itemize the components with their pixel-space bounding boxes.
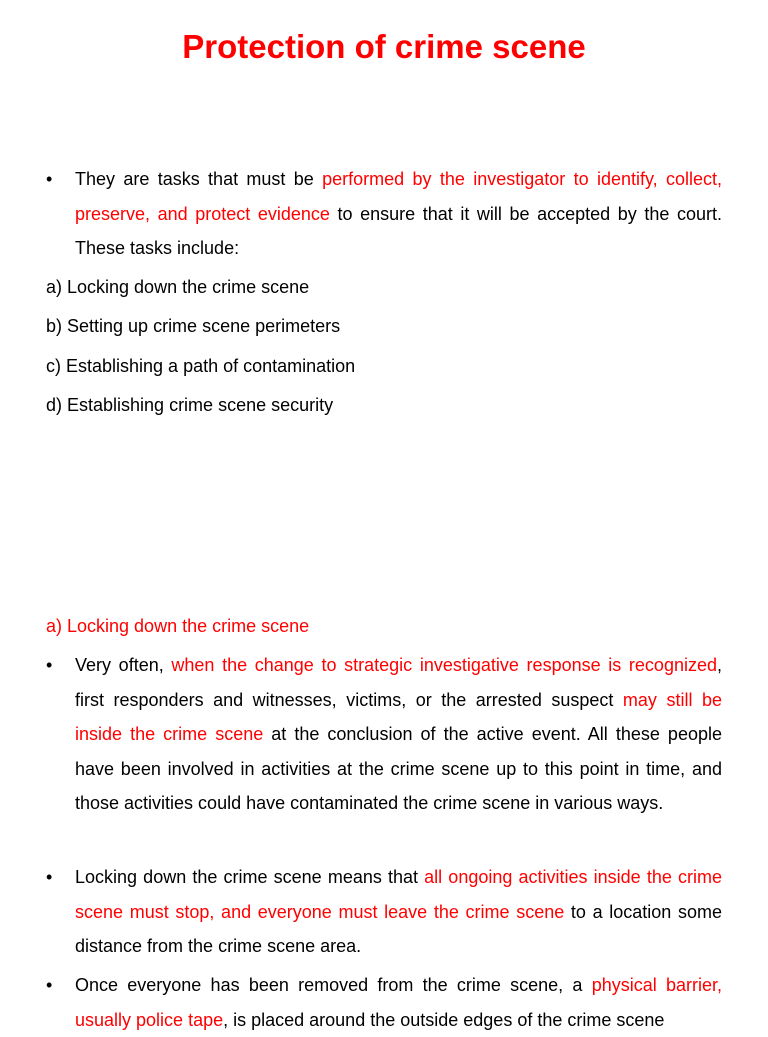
section-bullet-1: [46, 648, 722, 821]
intro-text-part: to ensure that it will be accepted by the court. These tasks include:: [75, 203, 722, 258]
task-item-a: a) Locking down the crime scene: [46, 277, 310, 297]
text-part: Very often,: [75, 655, 172, 675]
bullet-marker: •: [46, 975, 53, 995]
highlight-text: all ongoing activities inside the crime scene must stop, and everyone must leave the crime scene: [75, 867, 722, 922]
section-bullet-2: [46, 860, 722, 964]
intro-text: [75, 162, 722, 266]
page-title: Protection of crime scene: [182, 28, 586, 65]
section-bullet-text: [75, 860, 722, 964]
section-heading: a) Locking down the crime scene: [46, 616, 310, 636]
intro-bullet: [46, 162, 722, 266]
bullet-marker: •: [46, 169, 53, 189]
intro-text-part: They are tasks that must be: [75, 169, 323, 189]
intro-highlight: performed by the investigator to identify, collect, preserve, and protect evidence: [75, 169, 722, 224]
text-part: to a location some distance from the crime scene area.: [75, 901, 722, 956]
task-item-c: c) Establishing a path of contamination: [46, 356, 356, 376]
bullet-marker: •: [46, 867, 53, 887]
text-part: , first responders and witnesses, victims, or the arrested suspect: [75, 655, 723, 710]
text-part: Locking down the crime scene means that: [75, 867, 425, 887]
highlight-text: may still be inside the crime scene: [75, 689, 722, 744]
text-part: Once everyone has been removed from the crime scene, a: [75, 975, 592, 995]
bullet-marker: •: [46, 655, 53, 675]
text-part: at the conclusion of the active event. All these people have been involved in activities at the crime scene up to this point in time, and those activities could have contaminated the crime scene in various ways.: [75, 724, 722, 813]
section-bullet-text: [75, 968, 722, 1037]
task-item-d: d) Establishing crime scene security: [46, 395, 334, 415]
highlight-text: when the change to strategic investigative response is recognized: [171, 655, 717, 675]
section-bullet-text: [75, 648, 722, 821]
highlight-text: physical barrier, usually police tape: [75, 975, 722, 1030]
text-part: , is placed around the outside edges of the crime scene: [223, 1009, 665, 1030]
section-bullet-3: [46, 968, 722, 1037]
task-item-b: b) Setting up crime scene perimeters: [46, 316, 341, 336]
